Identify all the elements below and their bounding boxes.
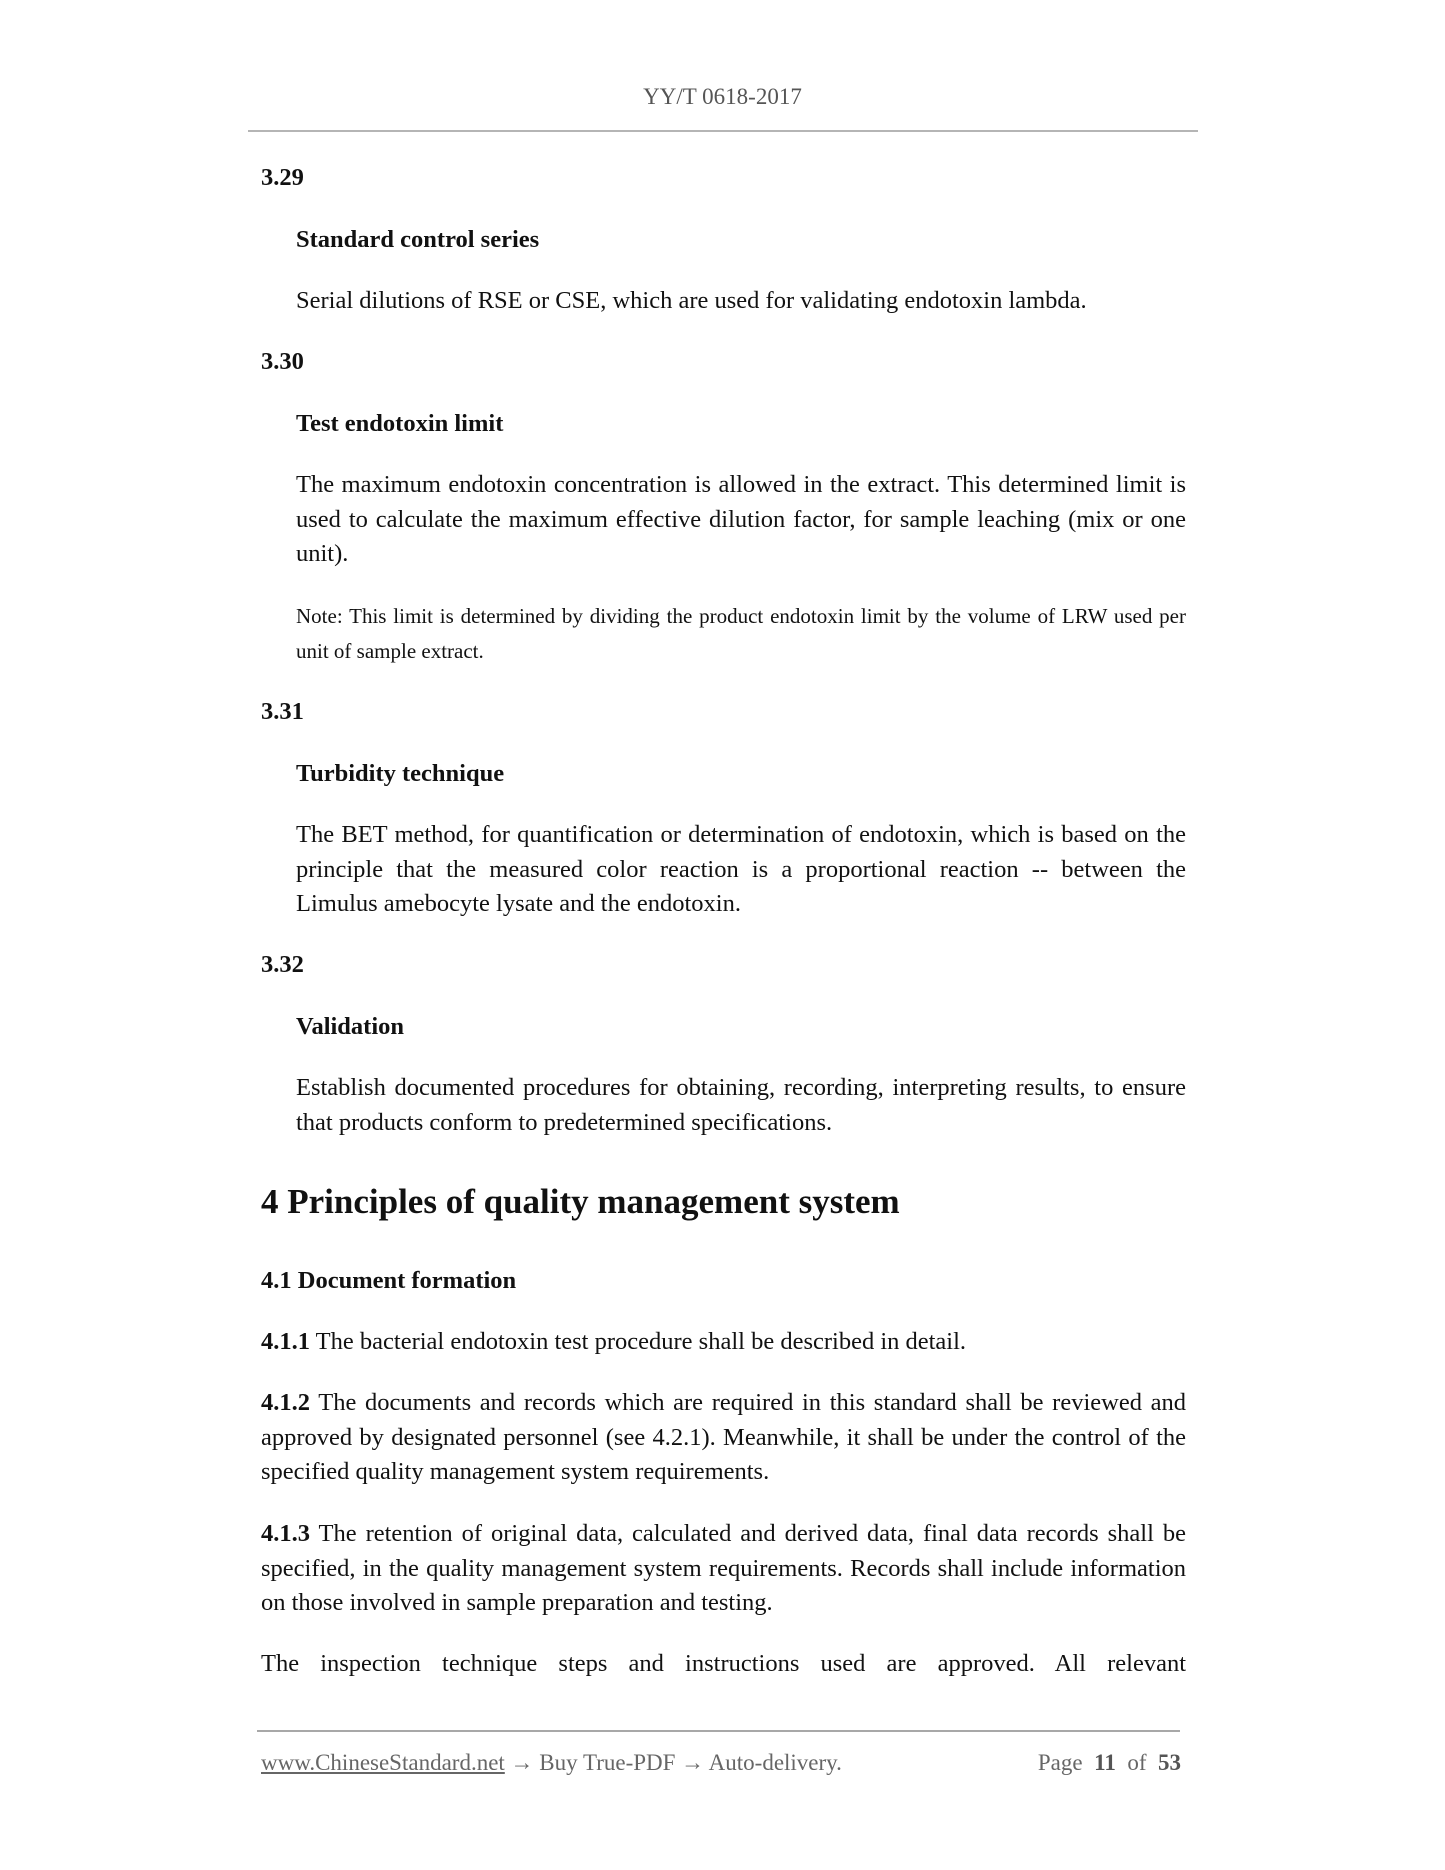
page-label: Page bbox=[1037, 1750, 1083, 1775]
clause-number: 3.30 bbox=[261, 348, 304, 375]
term-note: Note: This limit is determined by dividing the product endotoxin limit by the volume of LRW used per unit of sample extract. bbox=[296, 604, 1186, 663]
clause-number: 4.1.1 bbox=[261, 1328, 310, 1355]
footer bbox=[261, 1750, 1181, 1776]
term-title: Validation bbox=[296, 1013, 405, 1040]
paragraph: The inspection technique steps and instructions used are approved. All relevant bbox=[261, 1650, 1186, 1677]
of-label: of bbox=[1127, 1750, 1147, 1775]
document-id-header: YY/T 0618-2017 bbox=[643, 84, 802, 109]
term-definition: Serial dilutions of RSE or CSE, which are used for validating endotoxin lambda. bbox=[296, 287, 1087, 314]
page-number: 11 bbox=[1094, 1750, 1116, 1775]
term-title: Turbidity technique bbox=[296, 760, 505, 787]
clause-number: 3.32 bbox=[261, 951, 304, 978]
clause-number: 4.1.3 bbox=[261, 1520, 310, 1547]
header-divider bbox=[248, 130, 1198, 132]
term-title: Standard control series bbox=[296, 226, 540, 253]
clause-text: The retention of original data, calculated and derived data, final data records shall be specified, in the quality management system requirements. Records shall include information on those involved in sample preparation and testing. bbox=[261, 1520, 1186, 1617]
chapter-heading: 4 Principles of quality management system bbox=[261, 1182, 900, 1221]
clause-text: The bacterial endotoxin test procedure shall be described in detail. bbox=[310, 1328, 967, 1355]
subsection-heading: 4.1 Document formation bbox=[261, 1267, 517, 1294]
term-definition: Establish documented procedures for obtaining, recording, interpreting results, to ensure that products conform to predetermined specifications. bbox=[296, 1074, 1186, 1136]
page-total: 53 bbox=[1158, 1750, 1181, 1775]
clause-text: The documents and records which are required in this standard shall be reviewed and approved by designated personnel (see 4.2.1). Meanwhile, it shall be under the control of the specified quality management system requirements. bbox=[261, 1389, 1186, 1486]
clause-number: 3.31 bbox=[261, 698, 304, 725]
clause-paragraph bbox=[261, 1386, 1186, 1490]
term-title: Test endotoxin limit bbox=[296, 410, 504, 437]
term-definition: The maximum endotoxin concentration is allowed in the extract. This determined limit is used to calculate the maximum effective dilution factor, for sample leaching (mix or one unit). bbox=[296, 471, 1186, 568]
clause-number: 4.1.2 bbox=[261, 1389, 310, 1416]
term-definition: The BET method, for quantification or determination of endotoxin, which is based on the principle that the measured color reaction is a proportional reaction -- between the Limulus amebocyte lysate and the endotoxin. bbox=[296, 821, 1186, 918]
page-indicator bbox=[1038, 1750, 1181, 1776]
clause-paragraph bbox=[261, 1325, 1186, 1360]
footer-promo: → Buy True-PDF → Auto-delivery. bbox=[504, 1750, 842, 1775]
footer-divider bbox=[257, 1730, 1180, 1732]
clause-paragraph bbox=[261, 1517, 1186, 1621]
website-link[interactable]: www.ChineseStandard.net bbox=[261, 1750, 505, 1775]
clause-number: 3.29 bbox=[261, 164, 304, 191]
